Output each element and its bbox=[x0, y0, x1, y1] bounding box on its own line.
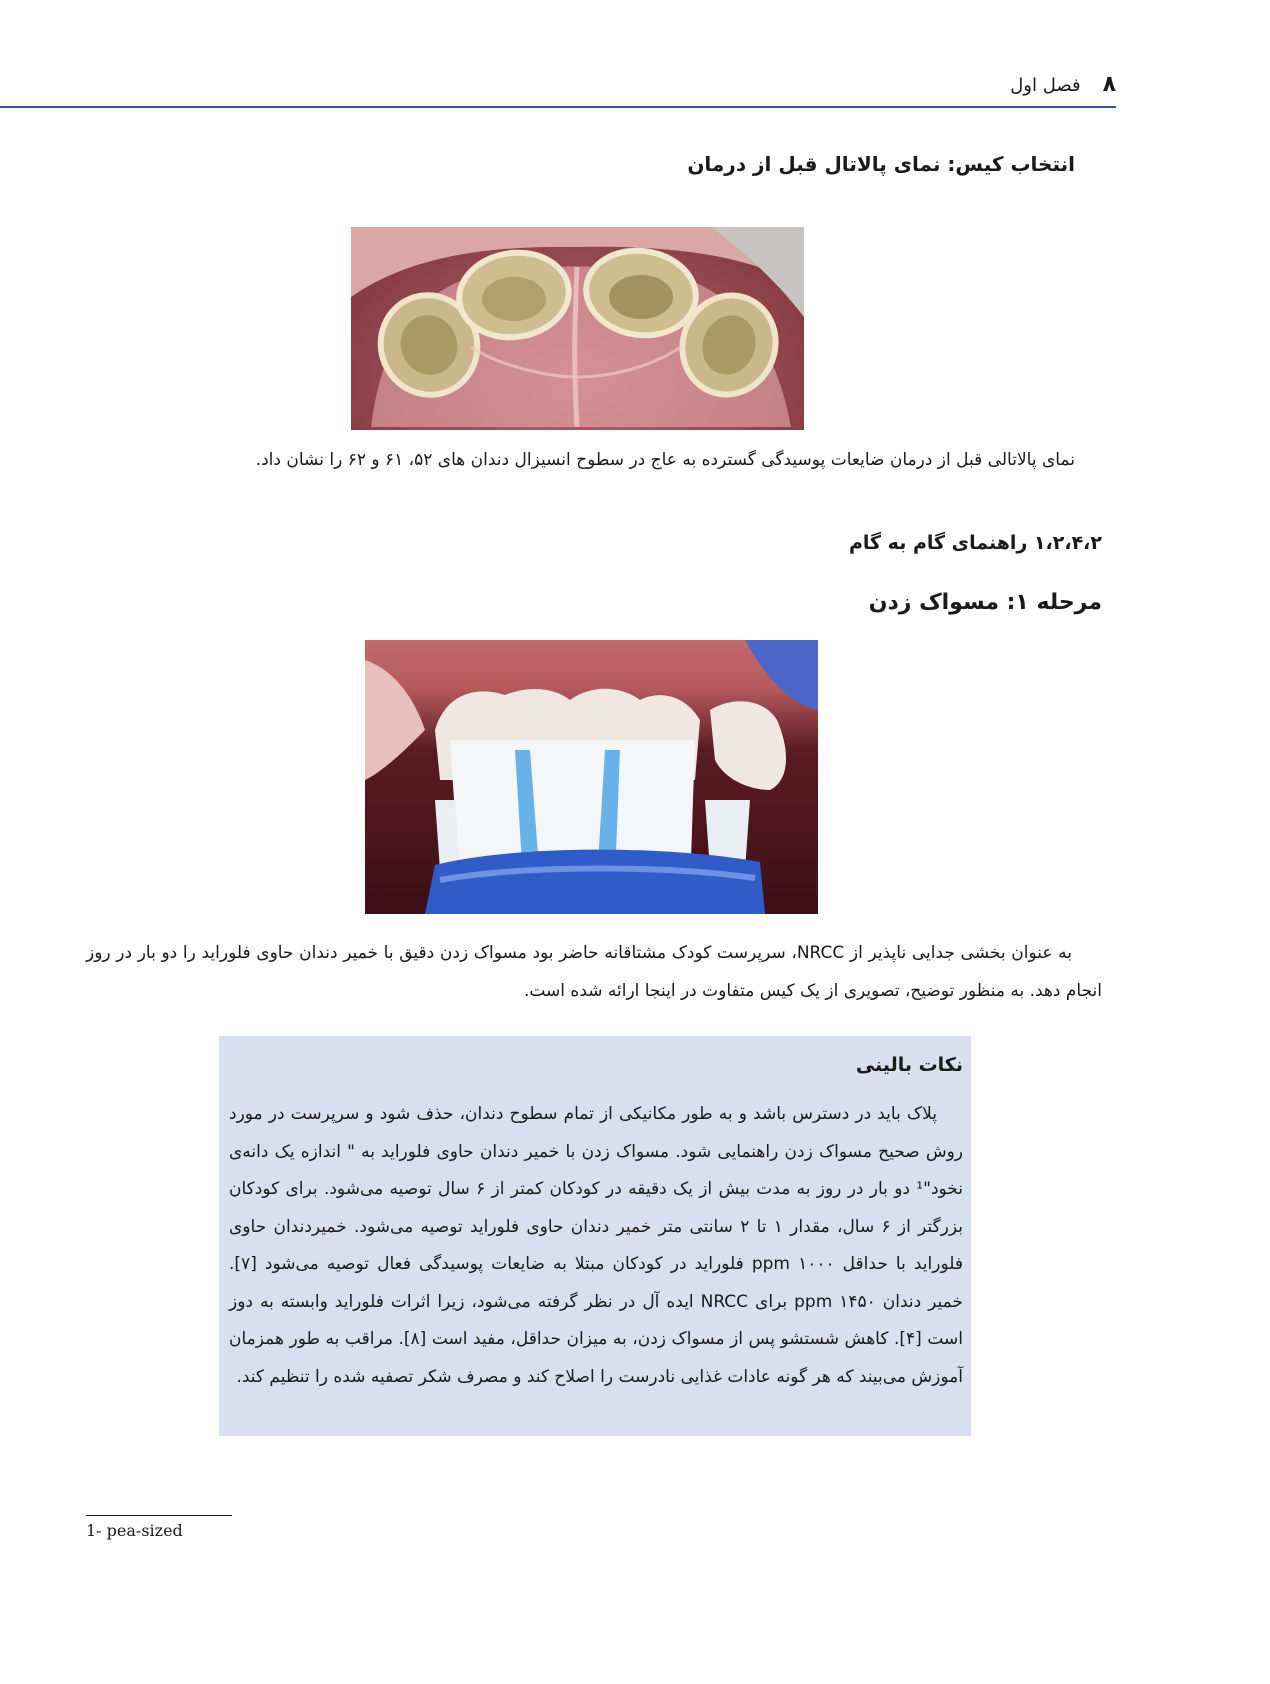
toothbrushing-illustration bbox=[365, 640, 818, 914]
clinical-notes-title: نکات بالینی bbox=[855, 1054, 963, 1076]
case-heading: انتخاب کیس: نمای پالاتال قبل از درمان bbox=[687, 152, 1075, 176]
clinical-notes-body: پلاک باید در دسترس باشد و به طور مکانیکی از تمام سطوح دندان، حذف شود و سرپرست در مورد روش صحیح مسواک زدن راهنمایی شود. مسواک زدن با خمیر دندان حاوی فلوراید به " اندازه یک دانه‌ی نخود"¹ دو بار در روز به مدت بیش از یک دقیقه در کودکان کمتر از ۶ سال توصیه می‌شود. برای کودکان بزرگتر از ۶ سال، مقدار ۱ تا ۲ سانتی متر خمیر دندان حاوی فلوراید توصیه می‌شود. خمیردندان حاوی فلوراید با حداقل ۱۰۰۰ ppm فلوراید در کودکان مبتلا به ضایعات پوسیدگی فعال توصیه می‌شود [۷]. خمیر دندان ۱۴۵۰ ppm برای NRCC ایده آل در نظر گرفته می‌شود، زیرا اثرات فلوراید وابسته به دوز است [۴]. کاهش شستشو پس از مسواک زدن، به میزان حداقل، مفید است [۸]. مراقب به طور همزمان آموزش می‌بیند که هر گونه عادات غذایی نادرست را اصلاح کند و مصرف شکر تصفیه شده را تنظیم کند. bbox=[229, 1104, 964, 1387]
clinical-notes-box bbox=[219, 1036, 971, 1436]
page-number: ۸ bbox=[1102, 72, 1116, 97]
footnote-divider bbox=[86, 1515, 232, 1516]
footnote: 1- pea-sized bbox=[86, 1521, 183, 1540]
section-heading: ۱،۲،۴،۲ راهنمای گام به گام bbox=[848, 532, 1102, 554]
page-header bbox=[0, 66, 1116, 108]
body-paragraph: به عنوان بخشی جدایی ناپذیر از NRCC، سرپرست کودک مشتاقانه حاضر بود مسواک زدن دقیق با خمیر دندان حاوی فلوراید را دو بار در روز انجام دهد. به منظور توضیح، تصویری از یک کیس متفاوت در اینجا ارائه شده است. bbox=[86, 943, 1102, 1001]
chapter-title: فصل اول bbox=[1010, 75, 1081, 96]
palatal-teeth-illustration bbox=[351, 227, 804, 430]
palatal-teeth-photo bbox=[351, 227, 804, 430]
figure-caption: نمای پالاتالی قبل از درمان ضایعات پوسیدگی گسترده به عاج در سطوح انسیزال دندان های ۵۲، ۶۱ و ۶۲ را نشان داد. bbox=[255, 450, 1075, 470]
step-heading: مرحله ۱: مسواک زدن bbox=[868, 590, 1102, 615]
toothbrushing-photo bbox=[365, 640, 818, 914]
